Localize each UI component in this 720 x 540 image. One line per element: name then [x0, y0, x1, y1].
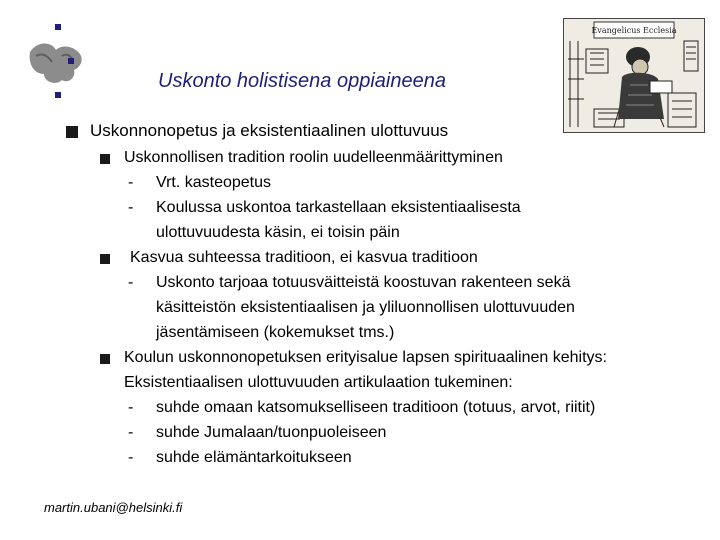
sub-bullet-1-dash-2-line-2: ulottuvuudesta käsin, ei toisin päin — [156, 224, 400, 241]
dash-marker: - — [128, 274, 134, 291]
bullet-square-icon — [66, 126, 78, 138]
dash-marker: - — [128, 174, 134, 191]
sub-bullet-1-dash-2-line-1: Koulussa uskontoa tarkastellaan eksistentiaalisesta — [156, 199, 521, 216]
sub-bullet-3-dash-1: suhde omaan katsomukselliseen traditioon (totuus, arvot, riitit) — [156, 399, 596, 416]
bullet-square-icon — [100, 154, 110, 164]
footer-email: martin.ubani@helsinki.fi — [44, 500, 183, 515]
dash-marker: - — [128, 399, 134, 416]
dash-marker: - — [128, 424, 134, 441]
dash-marker: - — [128, 449, 134, 466]
sub-bullet-2-text: Kasvua suhteessa traditioon, ei kasvua traditioon — [130, 249, 478, 266]
sub-bullet-3-line-1: Koulun uskonnonopetuksen erityisalue lapsen spirituaalinen kehitys: — [124, 349, 607, 366]
svg-text:Evangelicus Ecclesia: Evangelicus Ecclesia — [591, 26, 677, 35]
dash-marker: - — [128, 199, 134, 216]
sub-bullet-2-dash-1-line-2: käsitteistön eksistentiaalisen ja yliluonnollisen ulottuvuuden — [156, 299, 575, 316]
sub-bullet-2-dash-1-line-1: Uskonto tarjoaa totuusväitteistä koostuvan rakenteen sekä — [156, 274, 571, 291]
sub-bullet-3-dash-2: suhde Jumalaan/tuonpuoleiseen — [156, 424, 387, 441]
sub-bullet-3-dash-3: suhde elämäntarkoitukseen — [156, 449, 352, 466]
sub-bullet-2-dash-1-line-3: jäsentämiseen (kokemukset tms.) — [156, 324, 395, 341]
sub-bullet-1-text: Uskonnollisen tradition roolin uudelleenmäärittyminen — [124, 149, 503, 166]
bullet-square-icon — [100, 254, 110, 264]
bullet-square-icon — [100, 354, 110, 364]
sub-bullet-3-line-2: Eksistentiaalisen ulottuvuuden artikulaation tukeminen: — [124, 374, 513, 391]
sub-bullet-1-dash-1: Vrt. kasteopetus — [156, 174, 272, 191]
slide-title: Uskonto holistisena oppiaineena — [158, 70, 446, 92]
main-bullet-text: Uskonnonopetus ja eksistentiaalinen ulottuvuus — [90, 121, 449, 140]
